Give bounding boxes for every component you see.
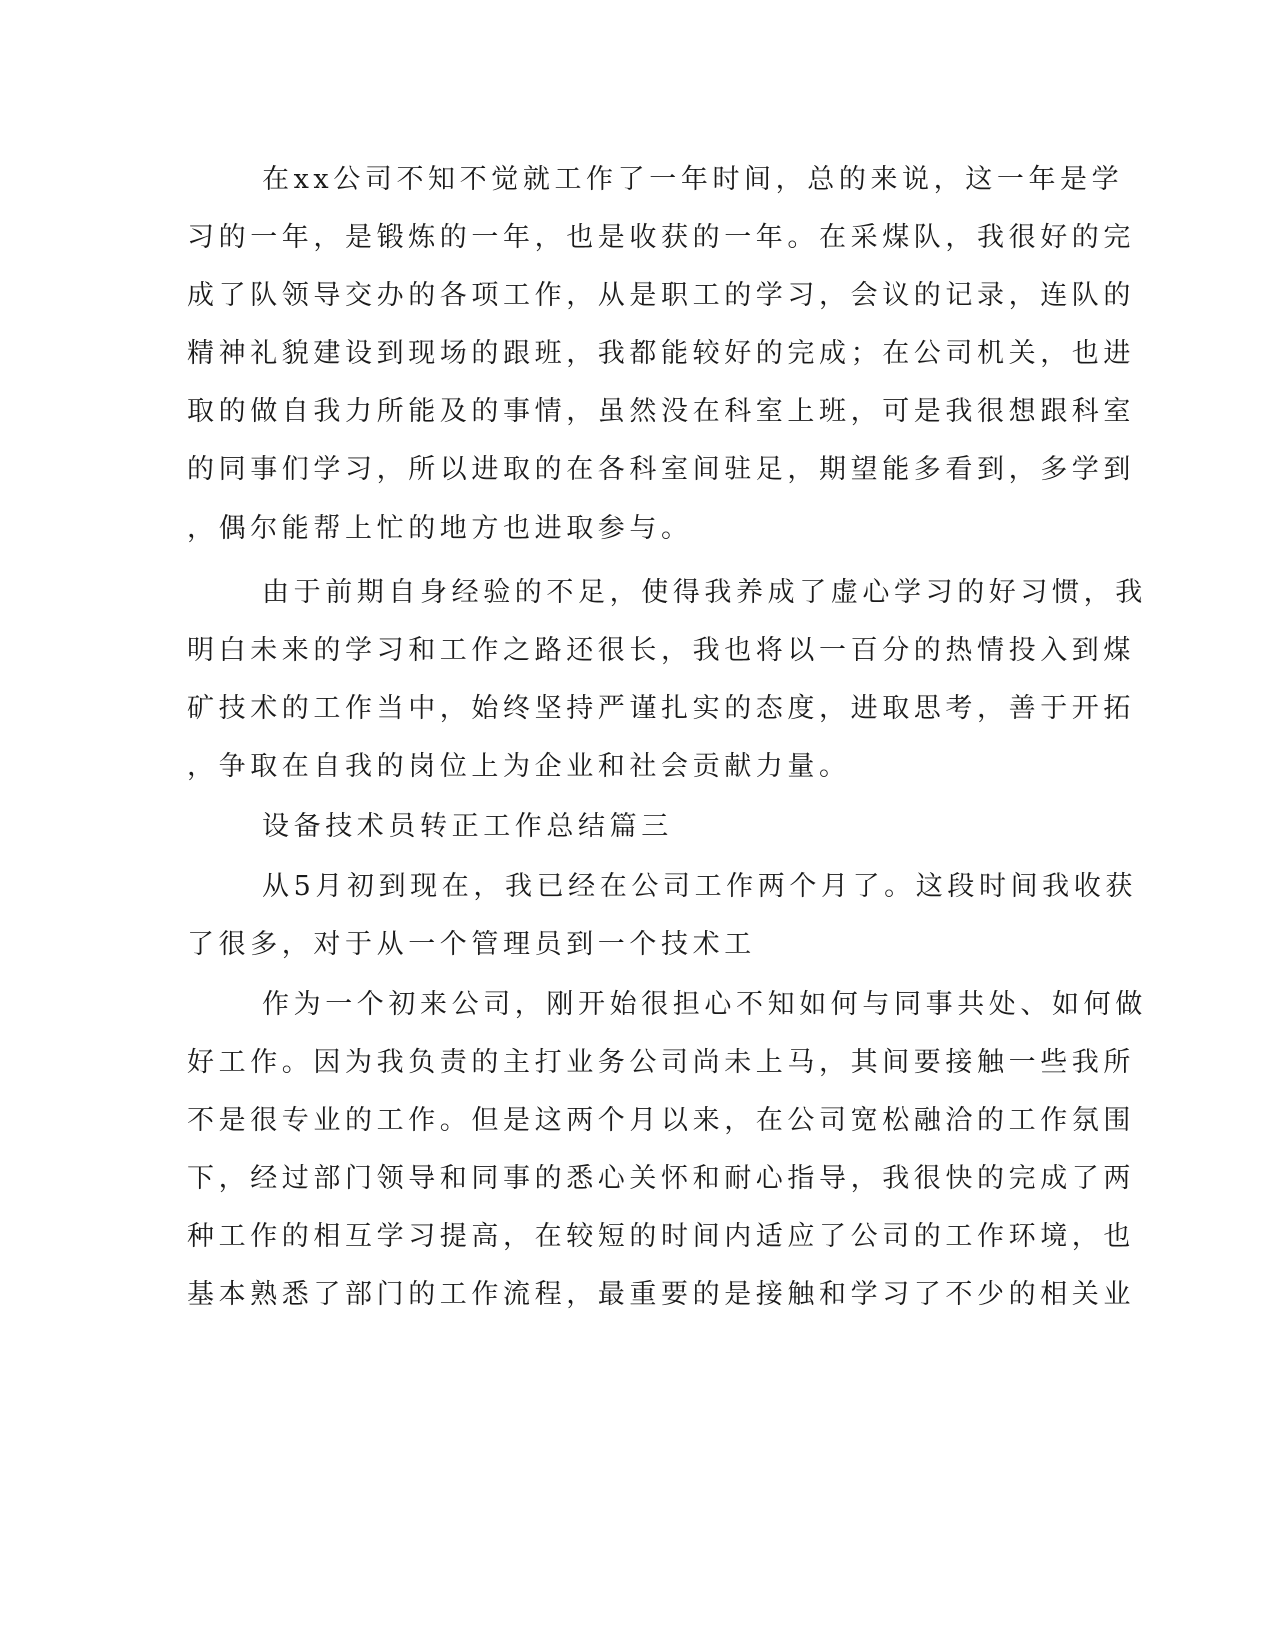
text-line: 下，经过部门领导和同事的悉心关怀和耐心指导，我很快的完成了两 [187,1163,1135,1194]
text-line: 从5月初到现在，我已经在公司工作两个月了。这段时间我收获 [262,871,1137,902]
text-line: 好工作。因为我负责的主打业务公司尚未上马，其间要接触一些我所 [187,1047,1135,1078]
text-line: ，偶尔能帮上忙的地方也进取参与。 [187,513,693,544]
text-line: 种工作的相互学习提高，在较短的时间内适应了公司的工作环境，也 [187,1221,1135,1252]
text-line: 基本熟悉了部门的工作流程，最重要的是接触和学习了不少的相关业 [187,1279,1135,1310]
text-line: 矿技术的工作当中，始终坚持严谨扎实的态度，进取思考，善于开拓 [187,693,1135,724]
text-line: 精神礼貌建设到现场的跟班，我都能较好的完成；在公司机关，也进 [187,338,1135,369]
text-line: 在xx公司不知不觉就工作了一年时间，总的来说，这一年是学 [262,164,1124,195]
text-line: 不是很专业的工作。但是这两个月以来，在公司宽松融洽的工作氛围 [187,1105,1135,1136]
section-heading: 设备技术员转正工作总结篇三 [262,811,673,842]
text-line: 明白未来的学习和工作之路还很长，我也将以一百分的热情投入到煤 [187,635,1135,666]
text-line: 了很多，对于从一个管理员到一个技术工 [187,929,756,960]
text-line: 习的一年，是锻炼的一年，也是收获的一年。在采煤队，我很好的完 [187,222,1135,253]
text-line: 取的做自我力所能及的事情，虽然没在科室上班，可是我很想跟科室 [187,396,1135,427]
text-line: ，争取在自我的岗位上为企业和社会贡献力量。 [187,751,851,782]
text-line: 的同事们学习，所以进取的在各科室间驻足，期望能多看到，多学到 [187,454,1135,485]
text-line: 作为一个初来公司，刚开始很担心不知如何与同事共处、如何做 [262,989,1147,1020]
text-line: 成了队领导交办的各项工作，从是职工的学习，会议的记录，连队的 [187,280,1135,311]
text-line: 由于前期自身经验的不足，使得我养成了虚心学习的好习惯，我 [262,577,1147,608]
